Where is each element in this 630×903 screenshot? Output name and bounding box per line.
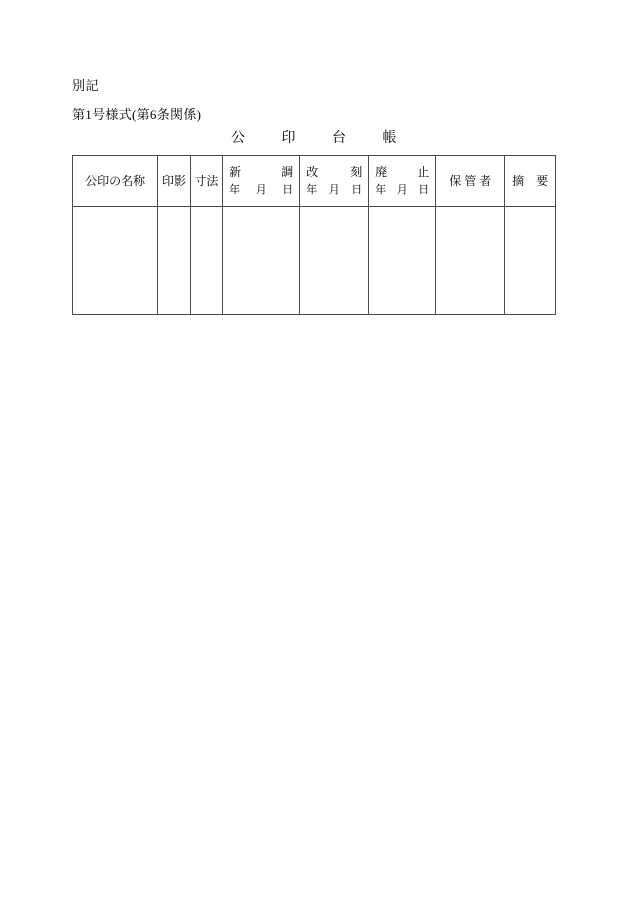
table-row [73, 207, 556, 315]
title-char-2: 印 [281, 131, 296, 146]
header-label-size: 寸法 [194, 173, 219, 188]
header-label-remarks: 摘 要 [512, 173, 549, 188]
header-label-new-left: 新 [229, 165, 242, 180]
header-cell-size [190, 156, 222, 207]
cell-remarks[interactable] [505, 207, 556, 315]
annex-label: 別記 [72, 78, 100, 93]
table-header-row [73, 156, 556, 207]
header-cell-new-make [223, 156, 300, 207]
cell-recarve[interactable] [300, 207, 369, 315]
header-label-abolish-left: 廃 [375, 165, 388, 180]
header-cell-keeper [436, 156, 505, 207]
header-label-new-day: 日 [282, 183, 294, 196]
header-label-keeper: 保 管 者 [449, 173, 492, 188]
header-label-abolish-month: 月 [396, 183, 408, 196]
header-label-abolish-right: 止 [417, 165, 430, 180]
header-label-recarve-year: 年 [306, 183, 318, 196]
form-number-label: 第1号様式(第6条関係) [72, 107, 202, 122]
header-label-name: 公印の名称 [85, 173, 146, 188]
header-label-recarve-month: 月 [328, 183, 340, 196]
header-cell-name [73, 156, 158, 207]
title-char-1: 公 [231, 131, 246, 146]
title-char-3: 台 [332, 131, 347, 146]
header-label-new-right: 調 [281, 165, 294, 180]
cell-name[interactable] [73, 207, 158, 315]
header-label-new-month: 月 [255, 183, 267, 196]
cell-new-make[interactable] [223, 207, 300, 315]
cell-stamp-image[interactable] [158, 207, 190, 315]
header-label-abolish-day: 日 [418, 183, 430, 196]
header-cell-abolish [369, 156, 436, 207]
header-label-recarve-left: 改 [306, 165, 319, 180]
seal-register-table [72, 155, 556, 315]
header-label-new-year: 年 [229, 183, 241, 196]
header-cell-remarks [505, 156, 556, 207]
header-label-abolish-year: 年 [375, 183, 387, 196]
header-label-stamp-image: 印影 [161, 173, 186, 188]
header-label-recarve-day: 日 [351, 183, 363, 196]
page-title [72, 127, 556, 147]
header-cell-recarve [300, 156, 369, 207]
title-char-4: 帳 [382, 131, 397, 146]
cell-size[interactable] [190, 207, 222, 315]
header-cell-stamp-image [158, 156, 190, 207]
header-label-recarve-right: 刻 [350, 165, 363, 180]
cell-abolish[interactable] [369, 207, 436, 315]
cell-keeper[interactable] [436, 207, 505, 315]
